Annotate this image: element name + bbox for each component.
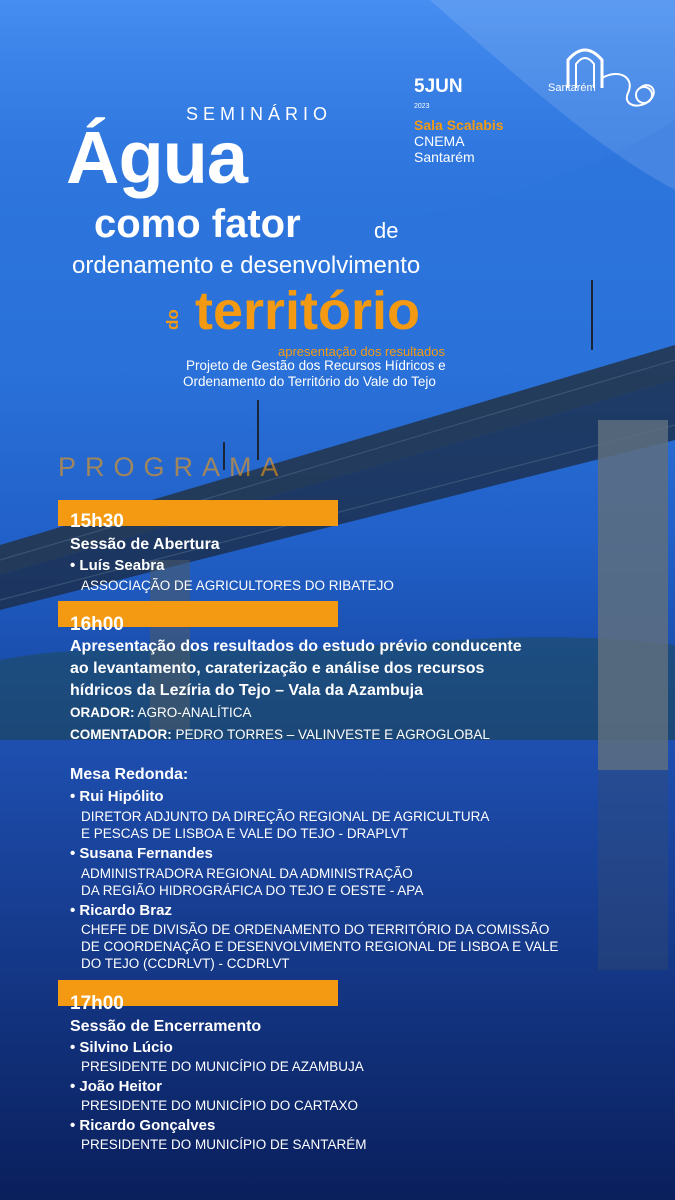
session1-speaker: • Luís Seabra bbox=[70, 557, 165, 574]
session3-p1-name: • Silvino Lúcio bbox=[70, 1039, 173, 1056]
mesa-p1-role-l2: E PESCAS DE LISBOA E VALE DO TEJO - DRAPLVT bbox=[81, 826, 409, 841]
mesa-p1-role-l1: DIRETOR ADJUNTO DA DIREÇÃO REGIONAL DE AGRICULTURA bbox=[81, 809, 490, 824]
pillar-reflection bbox=[598, 770, 668, 970]
title-territorio: território bbox=[195, 281, 421, 341]
mesa-p3-role-l1: CHEFE DE DIVISÃO DE ORDENAMENTO DO TERRITÓRIO DA COMISSÃO bbox=[81, 922, 550, 937]
bridge-truss bbox=[0, 380, 675, 610]
mesa-p3-role-l3: DO TEJO (CCDRLVT) - CCDRLVT bbox=[81, 956, 290, 971]
event-place: CNEMA bbox=[414, 133, 465, 149]
title-de: de bbox=[374, 218, 399, 243]
projeto-line2: Ordenamento do Território do Vale do Tejo bbox=[183, 374, 436, 389]
event-day: 5 bbox=[414, 76, 425, 97]
mesa-heading: Mesa Redonda: bbox=[70, 766, 189, 783]
title-line3: ordenamento e desenvolvimento bbox=[72, 252, 421, 279]
santarem-arch-logo-icon bbox=[540, 38, 665, 118]
logo-text: Santarém bbox=[548, 82, 596, 94]
session2-heading-l2: ao levantamento, caraterização e análise dos recursos bbox=[70, 660, 485, 677]
mesa-p2-name: • Susana Fernandes bbox=[70, 845, 213, 862]
session3-p3-name: • Ricardo Gonçalves bbox=[70, 1117, 216, 1134]
session3-time: 17h00 bbox=[70, 993, 124, 1014]
orador-line bbox=[70, 705, 252, 720]
mesa-p1-name: • Rui Hipólito bbox=[70, 788, 164, 805]
mesa-p3-name: • Ricardo Braz bbox=[70, 902, 172, 919]
session3-p1-role: PRESIDENTE DO MUNICÍPIO DE AZAMBUJA bbox=[81, 1059, 364, 1074]
title-do: do bbox=[163, 309, 182, 330]
comentador-value: PEDRO TORRES – VALINVESTE E AGROGLOBAL bbox=[175, 727, 490, 742]
orador-label: ORADOR: bbox=[70, 705, 135, 720]
event-year: 2023 bbox=[414, 103, 430, 110]
session3-p3-role: PRESIDENTE DO MUNICÍPIO DE SANTARÉM bbox=[81, 1137, 367, 1152]
title-agua: Água bbox=[66, 116, 247, 199]
apresentacao-resultados: apresentação dos resultados bbox=[278, 344, 445, 359]
event-city: Santarém bbox=[414, 149, 475, 165]
comentador-line bbox=[70, 727, 490, 742]
session2-heading-l3: hídricos da Lezíria do Tejo – Vala da Azambuja bbox=[70, 682, 423, 699]
session3-p2-role: PRESIDENTE DO MUNICÍPIO DO CARTAXO bbox=[81, 1098, 359, 1113]
mesa-p2-role-l1: ADMINISTRADORA REGIONAL DA ADMINISTRAÇÃO bbox=[81, 866, 413, 881]
session1-heading: Sessão de Abertura bbox=[70, 536, 220, 553]
mesa-p2-role-l2: DA REGIÃO HIDROGRÁFICA DO TEJO E OESTE - APA bbox=[81, 883, 424, 898]
session1-role: ASSOCIAÇÃO DE AGRICULTORES DO RIBATEJO bbox=[81, 578, 394, 593]
comentador-label: COMENTADOR: bbox=[70, 727, 172, 742]
santarem-logo bbox=[540, 38, 665, 118]
projeto-line1: Projeto de Gestão dos Recursos Hídricos e bbox=[186, 358, 446, 373]
event-month: JUN bbox=[424, 76, 463, 97]
session2-time: 16h00 bbox=[70, 614, 124, 635]
session2-heading-l1: Apresentação dos resultados do estudo prévio conducente bbox=[70, 638, 522, 655]
programa-title: PROGRAMA bbox=[58, 452, 288, 482]
session3-heading: Sessão de Encerramento bbox=[70, 1018, 262, 1035]
mesa-p3-role-l2: DE COORDENAÇÃO E DESENVOLVIMENTO REGIONAL DE LISBOA E VALE bbox=[81, 939, 559, 954]
title-como-fator: como fator bbox=[94, 202, 301, 246]
seminario-label: SEMINÁRIO bbox=[186, 104, 333, 124]
event-date bbox=[414, 76, 463, 98]
bridge-pillar-right bbox=[598, 420, 668, 770]
event-venue: Sala Scalabis bbox=[414, 117, 504, 133]
session1-time: 15h30 bbox=[70, 511, 124, 532]
session3-p2-name: • João Heitor bbox=[70, 1078, 162, 1095]
orador-value: AGRO-ANALÍTICA bbox=[137, 705, 252, 720]
